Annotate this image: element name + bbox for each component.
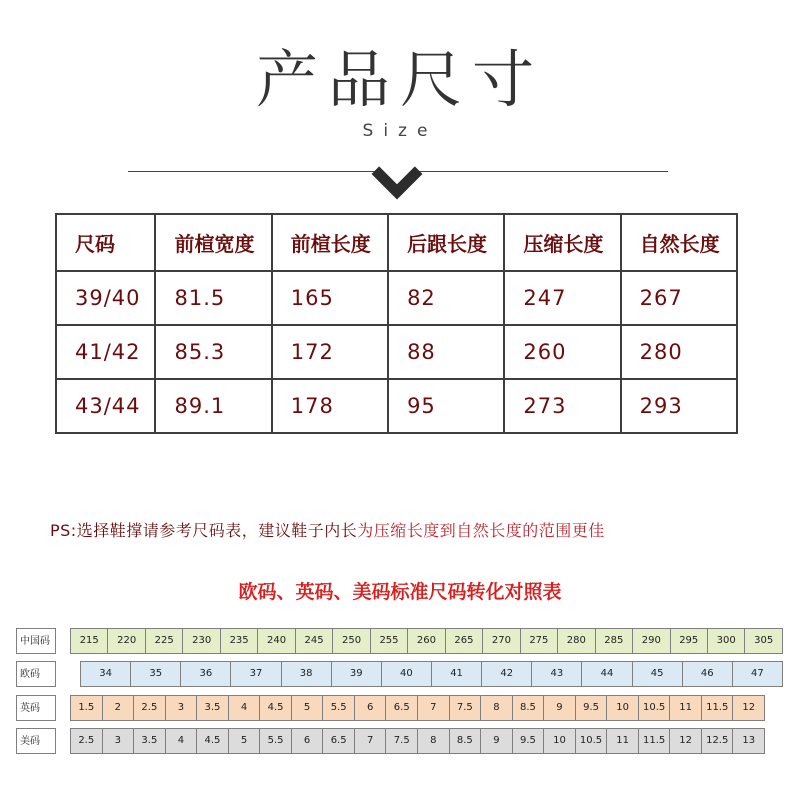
conversion-cell: 8 <box>418 729 450 753</box>
table-cell: 43/44 <box>56 379 155 433</box>
conversion-cell: 4 <box>166 729 198 753</box>
conversion-cell: 9 <box>544 696 576 720</box>
conversion-row-uk <box>70 695 765 721</box>
diamond-ornament-icon <box>370 150 428 208</box>
conversion-cell: 9.5 <box>513 729 545 753</box>
conversion-cell: 5 <box>229 729 261 753</box>
conversion-cell: 6 <box>355 696 387 720</box>
conversion-cell: 4.5 <box>260 696 292 720</box>
conversion-cell: 300 <box>708 629 745 653</box>
row-label-uk: 英码 <box>16 695 56 721</box>
conversion-row-china <box>70 628 783 654</box>
conversion-cell: 265 <box>446 629 483 653</box>
table-cell: 39/40 <box>56 271 155 325</box>
conversion-cell: 35 <box>131 662 181 686</box>
conversion-cell: 11.5 <box>702 696 734 720</box>
conversion-cell: 4 <box>229 696 261 720</box>
conversion-cell: 9 <box>481 729 513 753</box>
size-table <box>55 213 738 434</box>
table-row <box>56 271 737 325</box>
conversion-cell: 46 <box>683 662 733 686</box>
conversion-cell: 7.5 <box>450 696 482 720</box>
note-text: PS:选择鞋撑请参考尺码表，建议鞋子内长 <box>50 521 358 540</box>
conversion-cell: 7.5 <box>386 729 418 753</box>
row-label-eu: 欧码 <box>16 661 56 687</box>
conversion-cell: 45 <box>633 662 683 686</box>
table-cell: 95 <box>388 379 504 433</box>
conversion-cell: 230 <box>183 629 220 653</box>
table-cell: 247 <box>504 271 620 325</box>
conversion-cell: 10 <box>544 729 576 753</box>
conversion-cell: 240 <box>258 629 295 653</box>
conversion-cell: 2 <box>103 696 135 720</box>
conversion-table-title: 欧码、英码、美码标准尺码转化对照表 <box>238 581 562 603</box>
conversion-cell: 6 <box>292 729 324 753</box>
table-cell: 88 <box>388 325 504 379</box>
conversion-cell: 1.5 <box>71 696 103 720</box>
conversion-row-eu <box>80 661 783 687</box>
conversion-cell: 2.5 <box>71 729 103 753</box>
conversion-cell: 37 <box>231 662 281 686</box>
conversion-cell: 5.5 <box>323 696 355 720</box>
table-cell: 85.3 <box>155 325 271 379</box>
conversion-cell: 38 <box>282 662 332 686</box>
conversion-cell: 11.5 <box>639 729 671 753</box>
conversion-cell: 245 <box>296 629 333 653</box>
conversion-cell: 305 <box>754 635 774 646</box>
table-cell: 260 <box>504 325 620 379</box>
conversion-cell: 11 <box>607 729 639 753</box>
conversion-cell: 44 <box>582 662 632 686</box>
page-subtitle: Size <box>362 121 438 141</box>
conversion-cell: 13 <box>742 735 756 746</box>
conversion-cell: 3 <box>166 696 198 720</box>
header-cell: 压缩长度 <box>504 214 620 271</box>
conversion-cell: 10.5 <box>576 729 608 753</box>
table-cell: 41/42 <box>56 325 155 379</box>
note-highlight: 为压缩长度到自然长度的范围更佳 <box>357 521 605 540</box>
conversion-cell: 7 <box>355 729 387 753</box>
conversion-cell: 12 <box>670 729 702 753</box>
header-cell: 尺码 <box>56 214 155 271</box>
conversion-cell: 11 <box>670 696 702 720</box>
conversion-cell: 10.5 <box>639 696 671 720</box>
conversion-cell: 2.5 <box>134 696 166 720</box>
table-cell: 89.1 <box>155 379 271 433</box>
conversion-cell: 47 <box>751 668 764 679</box>
header-cell: 自然长度 <box>621 214 737 271</box>
conversion-cell: 12.5 <box>702 729 734 753</box>
table-cell: 280 <box>621 325 737 379</box>
conversion-cell: 6.5 <box>386 696 418 720</box>
table-cell: 172 <box>272 325 388 379</box>
conversion-cell: 3 <box>103 729 135 753</box>
page-title: 产品尺寸 <box>255 43 544 116</box>
conversion-cell: 275 <box>521 629 558 653</box>
conversion-cell: 295 <box>671 629 708 653</box>
table-cell: 293 <box>621 379 737 433</box>
table-row <box>56 379 737 433</box>
conversion-cell: 12 <box>742 702 756 713</box>
conversion-cell: 39 <box>332 662 382 686</box>
conversion-cell: 225 <box>146 629 183 653</box>
conversion-cell: 270 <box>483 629 520 653</box>
table-cell: 178 <box>272 379 388 433</box>
conversion-cell: 10 <box>607 696 639 720</box>
table-cell: 267 <box>621 271 737 325</box>
conversion-cell: 3.5 <box>134 729 166 753</box>
conversion-cell: 7 <box>418 696 450 720</box>
conversion-cell: 36 <box>181 662 231 686</box>
conversion-cell: 5.5 <box>260 729 292 753</box>
conversion-cell: 4.5 <box>197 729 229 753</box>
conversion-row-us <box>70 728 765 754</box>
row-label-us: 美码 <box>16 728 56 754</box>
size-advice-note <box>50 518 605 541</box>
conversion-cell: 3.5 <box>197 696 229 720</box>
conversion-cell: 8 <box>481 696 513 720</box>
conversion-cell: 9.5 <box>576 696 608 720</box>
table-cell: 165 <box>272 271 388 325</box>
conversion-cell: 220 <box>108 629 145 653</box>
conversion-cell: 250 <box>333 629 370 653</box>
conversion-cell: 6.5 <box>323 729 355 753</box>
conversion-cell: 215 <box>71 629 108 653</box>
conversion-cell: 8.5 <box>513 696 545 720</box>
table-row <box>56 325 737 379</box>
row-label-china: 中国码 <box>16 628 56 654</box>
header-cell: 后跟长度 <box>388 214 504 271</box>
conversion-cell: 280 <box>558 629 595 653</box>
conversion-cell: 42 <box>482 662 532 686</box>
conversion-cell: 8.5 <box>450 729 482 753</box>
table-cell: 82 <box>388 271 504 325</box>
conversion-cell: 5 <box>292 696 324 720</box>
conversion-cell: 43 <box>532 662 582 686</box>
conversion-cell: 41 <box>432 662 482 686</box>
header-cell: 前楦宽度 <box>155 214 271 271</box>
conversion-cell: 34 <box>81 662 131 686</box>
table-cell: 273 <box>504 379 620 433</box>
conversion-cell: 235 <box>221 629 258 653</box>
conversion-cell: 290 <box>633 629 670 653</box>
table-cell: 81.5 <box>155 271 271 325</box>
conversion-cell: 255 <box>371 629 408 653</box>
conversion-cell: 40 <box>382 662 432 686</box>
header-cell: 前楦长度 <box>272 214 388 271</box>
size-table-header-row <box>56 214 737 271</box>
conversion-cell: 260 <box>408 629 445 653</box>
conversion-cell: 285 <box>596 629 633 653</box>
